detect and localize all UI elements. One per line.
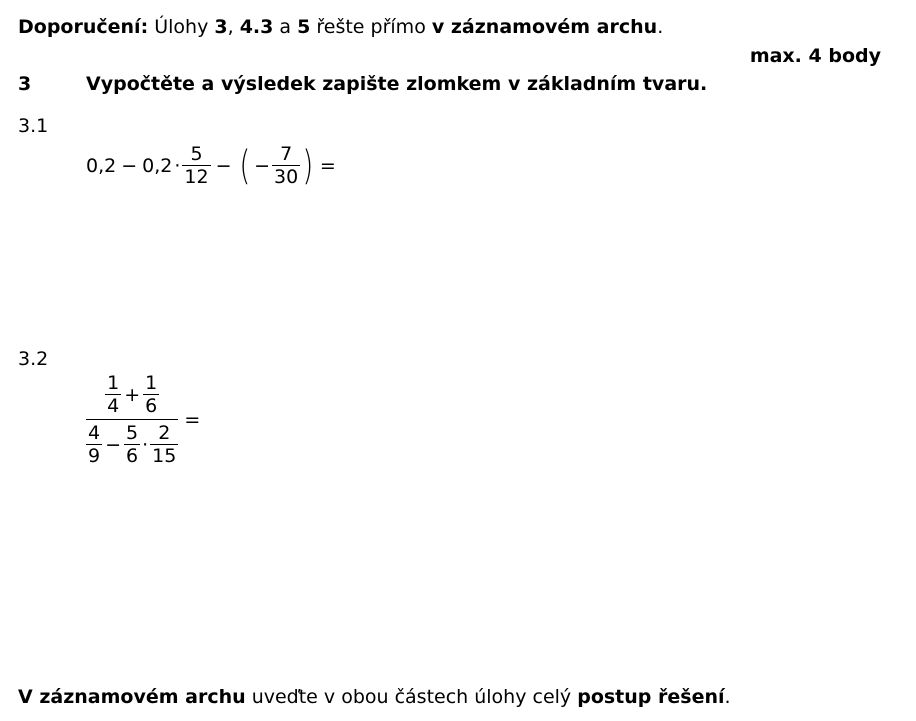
task-number: 3 — [18, 73, 32, 95]
max-points: max. 4 body — [749, 45, 881, 67]
number: 0,2 — [142, 154, 173, 177]
minus-sign: − — [105, 433, 122, 456]
recommendation-label: Doporučení: — [18, 16, 149, 38]
minus-sign: − — [254, 154, 271, 177]
task-ref: 3 — [214, 16, 228, 38]
recommendation-text: , — [227, 16, 240, 38]
equals-sign: = — [319, 154, 336, 177]
task-ref: 4.3 — [239, 16, 274, 38]
solution-procedure-ref: postup řešení — [577, 686, 725, 708]
subtask-label-3-1: 3.1 — [18, 115, 49, 137]
recommendation-text: Úlohy — [148, 16, 215, 38]
denominator: 6 — [126, 445, 139, 467]
task-instruction: Vypočtěte a výsledek zapište zlomkem v základním tvaru. — [86, 73, 708, 95]
recommendation-line — [18, 15, 663, 39]
numerator: 4 — [88, 422, 101, 444]
recommendation-text: . — [657, 16, 664, 38]
fraction — [86, 422, 102, 467]
subtask-label-3-2: 3.2 — [18, 348, 49, 370]
compound-fraction — [86, 372, 178, 467]
minus-sign: − — [215, 154, 232, 177]
recommendation-text: a — [273, 16, 298, 38]
denominator: 15 — [152, 445, 177, 467]
left-paren: ( — [238, 142, 250, 189]
denominator: 30 — [274, 166, 299, 188]
numerator: 7 — [280, 143, 293, 165]
expression-3-2 — [86, 372, 200, 467]
numerator: 1 — [107, 372, 120, 394]
compound-denominator — [86, 419, 178, 467]
plus-sign: + — [124, 383, 141, 406]
denominator: 4 — [107, 395, 120, 417]
fraction — [182, 143, 210, 188]
compound-numerator — [101, 372, 163, 419]
footer-text: uveďte v obou částech úlohy celý — [245, 686, 578, 708]
numerator: 2 — [158, 422, 171, 444]
footer-text: . — [724, 686, 731, 708]
equals-sign: = — [184, 408, 201, 431]
times-sign: · — [142, 433, 149, 456]
denominator: 12 — [184, 166, 209, 188]
denominator: 9 — [88, 445, 101, 467]
numerator: 5 — [190, 143, 203, 165]
fraction — [105, 372, 121, 417]
expression-3-1 — [86, 143, 336, 188]
fraction — [143, 372, 159, 417]
answer-sheet-ref: v záznamovém archu — [431, 16, 658, 38]
footer-instruction — [18, 685, 731, 709]
minus-sign: − — [121, 154, 138, 177]
fraction — [124, 422, 140, 467]
recommendation-text: řešte přímo — [310, 16, 432, 38]
number: 0,2 — [86, 154, 117, 177]
denominator: 6 — [145, 395, 158, 417]
times-sign: · — [174, 154, 181, 177]
fraction — [272, 143, 300, 188]
numerator: 1 — [145, 372, 158, 394]
answer-sheet-ref: V záznamovém archu — [18, 686, 246, 708]
numerator: 5 — [126, 422, 139, 444]
fraction — [150, 422, 178, 467]
task-ref: 5 — [297, 16, 311, 38]
right-paren: ) — [302, 142, 314, 189]
